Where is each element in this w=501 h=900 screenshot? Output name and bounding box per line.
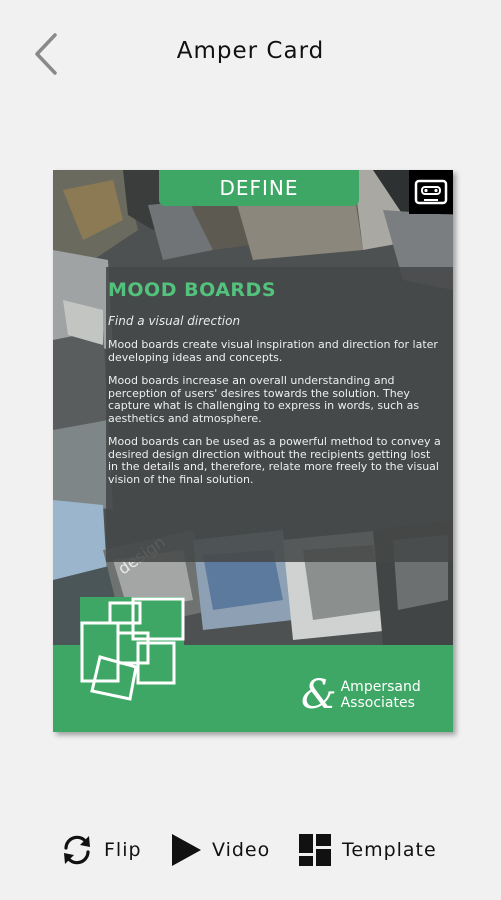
card-heading: MOOD BOARDS	[108, 279, 277, 301]
bottom-toolbar	[0, 820, 501, 880]
amper-card[interactable]	[53, 170, 453, 732]
video-label: Video	[212, 839, 271, 861]
paragraph-3: Mood boards can be used as a powerful method to convey a desired design direction without the recipients getting lost in the details and, therefore, relate more freely to the visual vision of the final solution.	[108, 435, 441, 486]
paragraph-2: Mood boards increase an overall understanding and perception of users' desires towards the solution. They capture what is challenging to express in words, such as aesthetics and atmosphere.	[108, 374, 420, 425]
flip-button[interactable]	[60, 830, 142, 870]
ampersand-symbol: &	[301, 672, 337, 718]
template-button[interactable]	[298, 830, 437, 870]
brand-line-2: Associates	[340, 695, 415, 711]
app-header	[0, 0, 501, 110]
brand-line-1: Ampersand	[340, 679, 421, 695]
cassette-button[interactable]	[409, 170, 453, 214]
flip-icon	[60, 833, 94, 867]
cassette-icon	[414, 179, 448, 205]
template-icon	[298, 833, 332, 867]
play-icon	[170, 833, 202, 867]
video-button[interactable]	[170, 830, 270, 870]
ampersand-logo-tile-icon	[78, 595, 188, 705]
flip-label: Flip	[104, 839, 142, 861]
brand-logo	[301, 670, 451, 720]
card-subtitle: Find a visual direction	[108, 314, 241, 328]
stage-label: DEFINE	[159, 170, 359, 206]
paragraph-1: Mood boards create visual inspiration and direction for later developing ideas and concepts.	[108, 338, 438, 364]
page-title: Amper Card	[176, 38, 325, 64]
template-label: Template	[342, 839, 437, 861]
description-panel	[106, 267, 453, 562]
